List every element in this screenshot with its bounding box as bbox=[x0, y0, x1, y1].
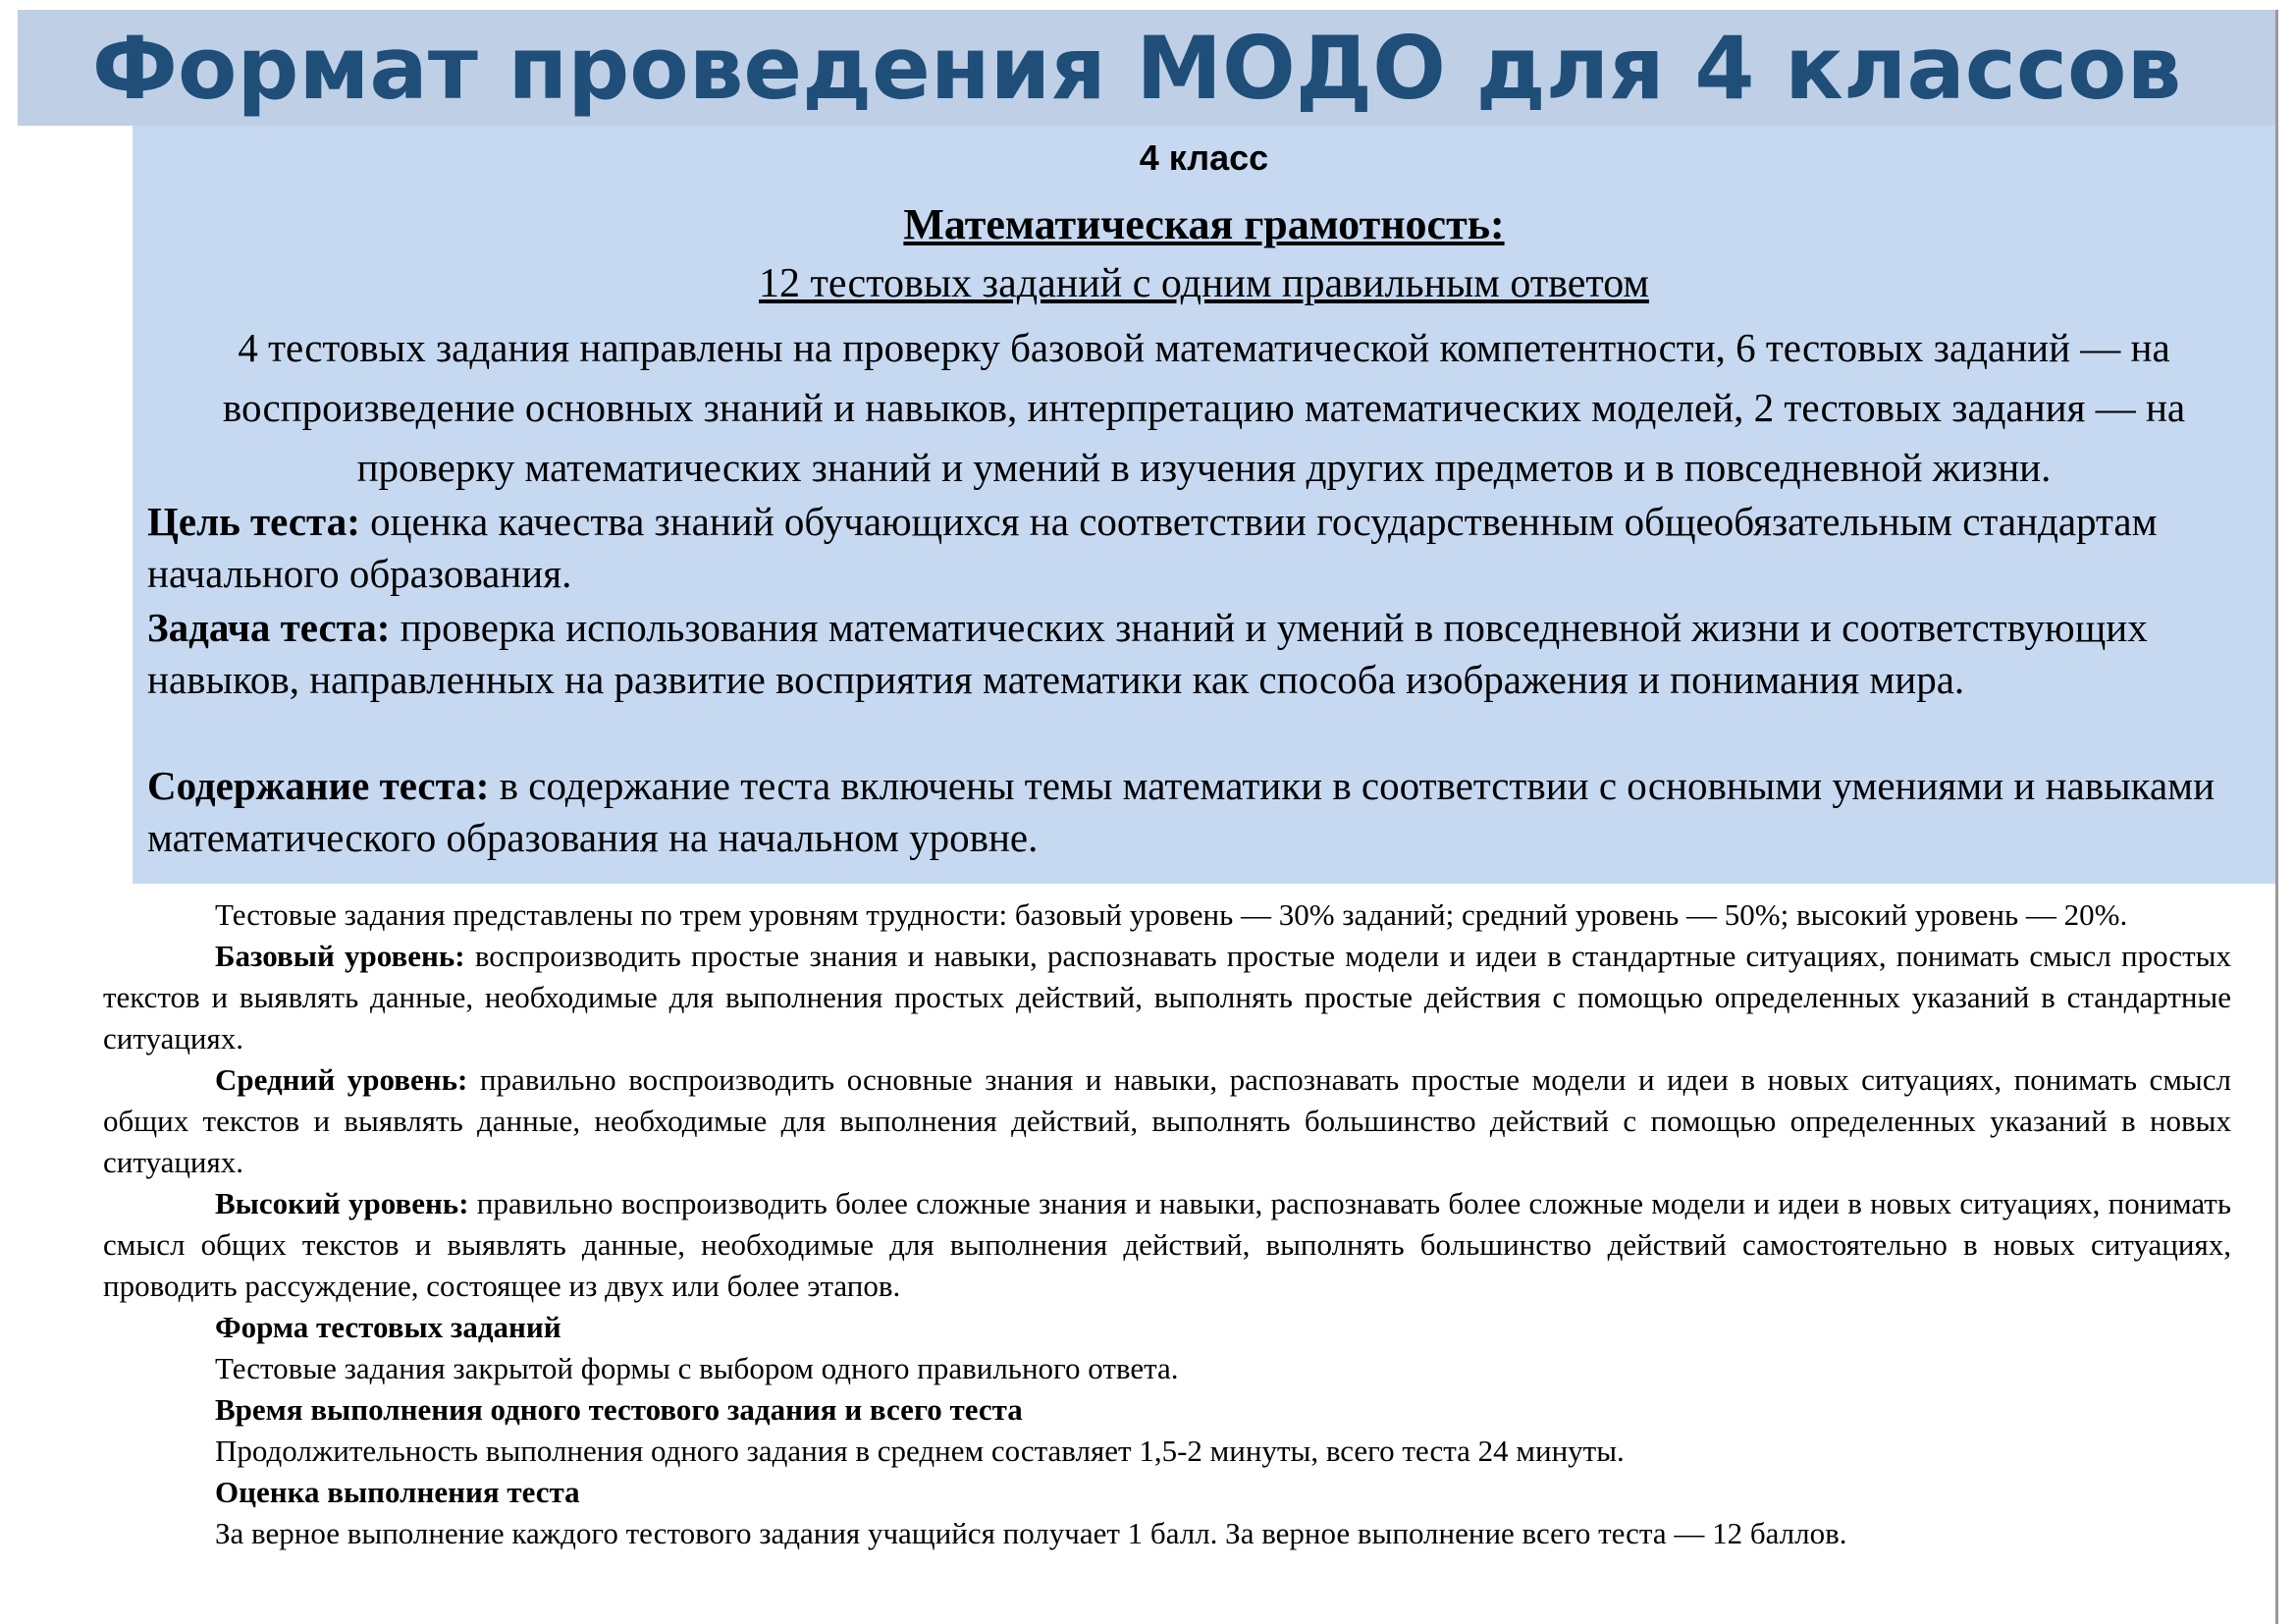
grade-heading: 4 класс bbox=[1139, 137, 1269, 178]
tasks-description: 4 тестовых задания направлены на проверку базовой математической компетентности, 6 тестовых заданий — на воспроизведение основных знаний и навыков, интерпретацию математических моделей, 2 тестовых задания — на проверку математических знаний и умений в изучения других предметов и в повседневной жизни. bbox=[222, 325, 2186, 490]
goal-text: оценка качества знаний обучающихся на соответствии государственным общеобязательным стандартам начального образования. bbox=[147, 499, 2158, 596]
form-heading bbox=[103, 1307, 2231, 1348]
goal-paragraph bbox=[147, 496, 2236, 600]
high-level-label: Высокий уровень: bbox=[215, 1186, 469, 1220]
form-heading-text: Форма тестовых заданий bbox=[215, 1310, 561, 1344]
medium-level-label: Средний уровень: bbox=[215, 1062, 468, 1097]
score-text: За верное выполнение каждого тестового задания учащийся получает 1 балл. За верное выполнение всего теста — 12 баллов. bbox=[215, 1516, 1847, 1550]
task-text: проверка использования математических знаний и умений в повседневной жизни и соответствующих навыков, направленных на развитие восприятия математики как способа изображения и понимания мира. bbox=[147, 605, 2148, 702]
body-text bbox=[103, 894, 2231, 1554]
form-text: Тестовые задания закрытой формы с выбором одного правильного ответа. bbox=[215, 1351, 1179, 1385]
content-label: Содержание теста: bbox=[147, 763, 490, 808]
levels-intro: Тестовые задания представлены по трем уровням трудности: базовый уровень — 30% заданий; средний уровень — 50%; высокий уровень — 20%. bbox=[215, 897, 2128, 932]
time-heading bbox=[103, 1389, 2231, 1431]
page-edge-line bbox=[2275, 10, 2278, 1624]
basic-level-paragraph bbox=[103, 936, 2231, 1059]
basic-level-label: Базовый уровень: bbox=[215, 939, 465, 973]
high-level-text: правильно воспроизводить более сложные знания и навыки, распознавать более сложные модели и идеи в новых ситуациях, понимать смысл общих текстов и выявлять данные, необходимые для выполнения действий, выполнять большинство действий самостоятельно в новых ситуациях, проводить рассуждение, состоящее из двух или более этапов. bbox=[103, 1186, 2231, 1303]
goal-label: Цель теста: bbox=[147, 499, 360, 544]
score-heading bbox=[103, 1472, 2231, 1513]
content-paragraph bbox=[147, 760, 2236, 864]
subject-heading: Математическая грамотность: bbox=[903, 200, 1505, 248]
time-text: Продолжительность выполнения одного задания в среднем составляет 1,5-2 минуты, всего теста 24 минуты. bbox=[215, 1434, 1625, 1468]
medium-level-text: правильно воспроизводить основные знания и навыки, распознавать простые модели и идеи в новых ситуациях, понимать смысл общих текстов и выявлять данные, необходимые для выполнения действий, выполнять большинство действий с помощью определенных указаний в новых ситуациях. bbox=[103, 1062, 2231, 1179]
content-text: в содержание теста включены темы математики в соответствии с основными умениями и навыками математического образования на начальном уровне. bbox=[147, 763, 2216, 860]
basic-level-text: воспроизводить простые знания и навыки, распознавать простые модели и идеи в стандартные ситуациях, понимать смысл простых текстов и выявлять данные, необходимые для выполнения простых действий, выполнять простые действия с помощью определенных указаний в стандартные ситуациях. bbox=[103, 939, 2232, 1056]
page-title: Формат проведения МОДО для 4 классов bbox=[91, 17, 2182, 119]
score-heading-text: Оценка выполнения теста bbox=[215, 1475, 580, 1509]
title-banner bbox=[18, 10, 2275, 126]
medium-level-paragraph bbox=[103, 1059, 2231, 1183]
task-paragraph bbox=[147, 602, 2236, 706]
info-box bbox=[133, 126, 2275, 884]
tasks-count-subtitle: 12 тестовых заданий с одним правильным ответом bbox=[759, 261, 1649, 306]
task-label: Задача теста: bbox=[147, 605, 391, 650]
time-heading-text: Время выполнения одного тестового задания и всего теста bbox=[215, 1392, 1023, 1427]
high-level-paragraph bbox=[103, 1183, 2231, 1307]
